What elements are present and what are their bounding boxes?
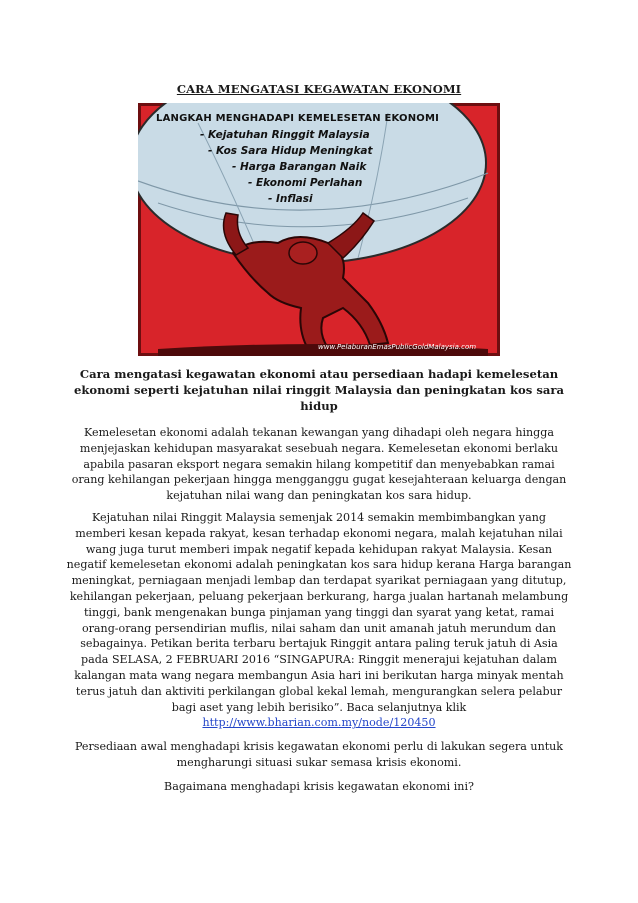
paragraph: Kemelesetan ekonomi adalah tekanan kewangan yang dihadapi oleh negara hingga menjejaskan kehidupan masyarakat sesebuah negara. Kemelesetan ekonomi berlaku apabila pasaran eksport negara semakin hilang kompetitif dan menyebabkan ramai orang kehilangan pekerjaan hingga mengganggu gugat kesejahteraan keluarga dengan kejatuhan nilai wang dan peningkatan kos sara hidup.: [71, 426, 567, 503]
paragraph: Bagaimana menghadapi krisis kegawatan ekonomi ini?: [164, 780, 474, 793]
illustration-item: - Inflasi: [268, 193, 313, 205]
paragraph: [66, 510, 572, 731]
illustration-item: - Kejatuhan Ringgit Malaysia: [200, 129, 370, 141]
illustration-item: - Kos Sara Hidup Meningkat: [208, 145, 373, 157]
illustration-heading: LANGKAH MENGHADAPI KEMELESETAN EKONOMI: [156, 113, 440, 124]
document-title: CARA MENGATASI KEGAWATAN EKONOMI: [176, 82, 462, 96]
document-subtitle: Cara mengatasi kegawatan ekonomi atau persediaan hadapi kemelesetan ekonomi seperti kejatuhan nilai ringgit Malaysia dan peningkatan kos sara hidup: [73, 367, 565, 413]
paragraph-text: Kejatuhan nilai Ringgit Malaysia semenjak 2014 semakin membimbangkan yang memberi kesan kepada rakyat, kesan terhadap ekonomi negara, malah kejatuhan nilai wang juga turut memberi impak negatif kepada kehidupan rakyat Malaysia. Kesan negatif kemelesetan ekonomi adalah peningkatan kos sara hidup kerana Harga barangan meningkat, perniagaan menjadi lembap dan terdapat syarikat perniagaan yang ditutup, kehilangan pekerjaan, peluang pekerjaan berkurang, harga jualan hartanah melambung tinggi, bank mengenakan bunga pinjaman yang tinggi dan syarat yang ketat, ramai orang-orang persendirian muflis, nilai saham dan unit amanah jatuh merundum dan sebagainya. Petikan berita terbaru bertajuk Ringgit antara paling teruk jatuh di Asia pada SELASA, 2 FEBRUARI 2016 “SINGAPURA: Ringgit menerajui kejatuhan dalam kalangan mata wang negara membangun Asia hari ini berikutan harga minyak mentah terus jatuh dan aktiviti perkilangan global kekal lemah, mengurangkan selera pelabur bagi aset yang lebih berisiko”. Baca selanjutnya klik: [66, 511, 572, 714]
article-link[interactable]: http://www.bharian.com.my/node/120450: [202, 716, 436, 730]
illustration-item: - Harga Barangan Naik: [232, 161, 367, 173]
illustration-watermark: www.PelaburanEmasPublicGoldMalaysia.com: [318, 343, 477, 351]
illustration-item: - Ekonomi Perlahan: [248, 177, 363, 189]
paragraph: Persediaan awal menghadapi krisis kegawatan ekonomi perlu di lakukan segera untuk mengharungi situasi sukar semasa krisis ekonomi.: [74, 740, 564, 769]
illustration-image: [138, 103, 500, 356]
